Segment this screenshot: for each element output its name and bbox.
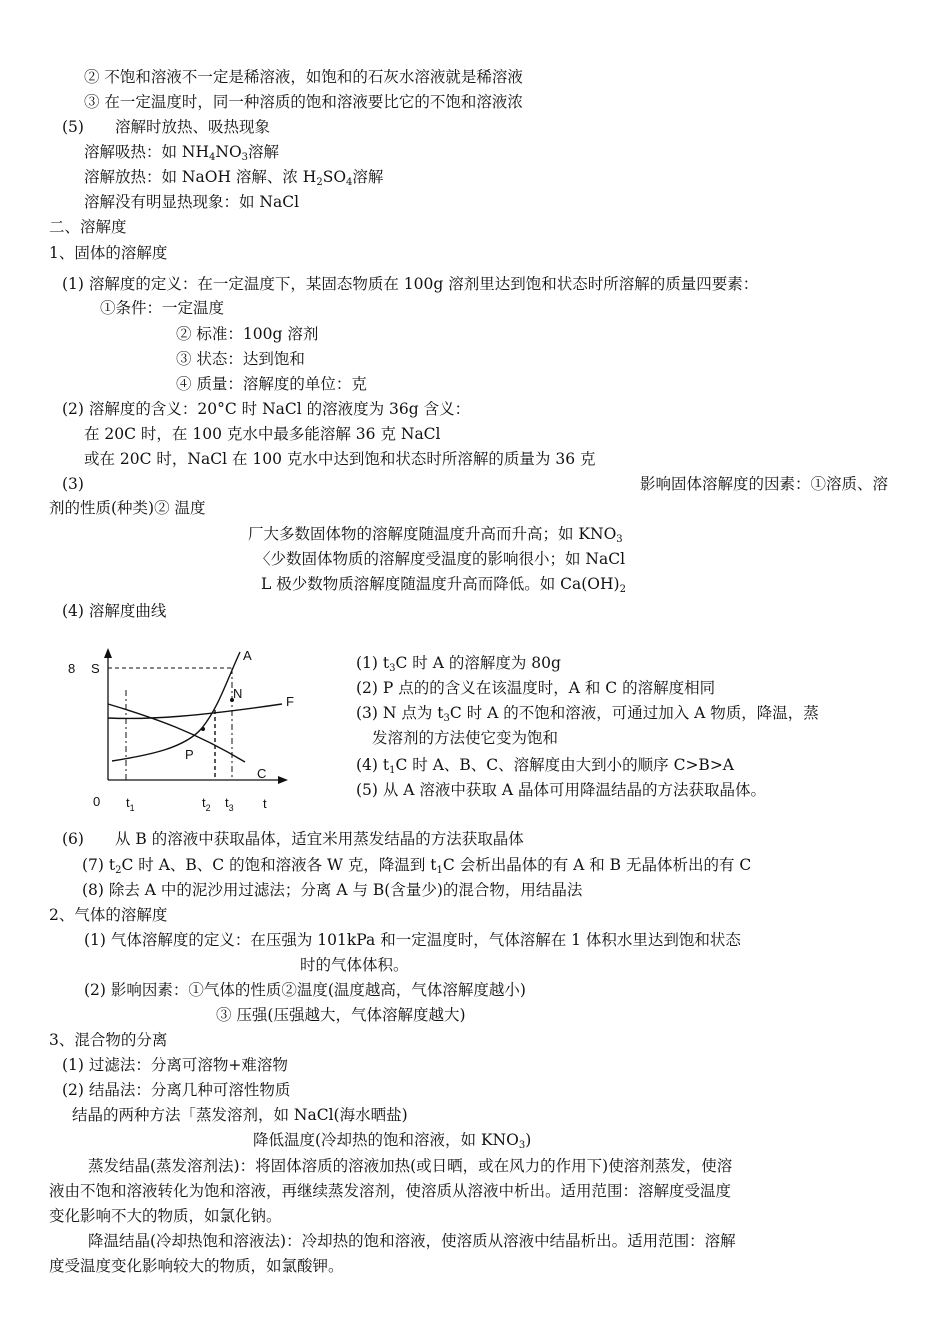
- curve-c-label: C: [257, 766, 267, 781]
- text-line: (2) 溶解度的含义：20°C 时 NaCl 的溶液度为 36g 含义：: [62, 400, 471, 418]
- text-line: (7) $t_2C$ 时 A、B、C 的饱和溶液各 W 克，降温到 $t_1C$ 会析出晶体的有 A 和 B 无晶体析出的有 C: [82, 856, 752, 876]
- text-line: 在 20C 时，在 100 克水中最多能溶解 36 克 NaCl: [84, 425, 441, 443]
- section-heading: 1、固体的溶解度: [49, 244, 168, 262]
- text-line: (1) 过滤法：分离可溶物+难溶物: [62, 1056, 288, 1074]
- y-axis-label: S: [91, 661, 100, 676]
- text-line: 结晶的两种方法「蒸发溶剂，如 NaCl(海水晒盐): [72, 1106, 408, 1124]
- text-line: 液由不饱和溶液转化为饱和溶液，再继续蒸发溶剂，使溶质从溶液中析出。适用范围：溶解度受温度: [49, 1182, 732, 1200]
- tick-label-t2: $t_2$: [202, 795, 211, 813]
- text-line: (4) 溶解度曲线: [62, 602, 167, 620]
- x-axis-arrow: [278, 776, 288, 784]
- section-heading: 二、溶解度: [49, 218, 127, 236]
- text-line: 溶解放热：如 NaOH 溶解、浓 $H_2SO_4$溶解: [84, 168, 384, 188]
- section-heading: 3、混合物的分离: [49, 1031, 168, 1049]
- text-line: 降低温度(冷却热的饱和溶液，如 $KNO_3$): [253, 1131, 532, 1151]
- tick-label-t3: $t_3$: [225, 795, 234, 813]
- curve-b: [108, 704, 282, 718]
- y-axis-arrow: [104, 648, 112, 658]
- graph-note: (3) N 点为 $t_3C$ 时 A 的不饱和溶液，可通过加入 A 物质，降温，蒸: [356, 704, 819, 724]
- tick-label-t1: $t_1$: [126, 795, 135, 813]
- text-line: (8) 除去 A 中的泥沙用过滤法；分离 A 与 B(含量少)的混合物，用结晶法: [82, 881, 583, 899]
- text-line: (1) 溶解度的定义：在一定温度下，某固态物质在 100g 溶剂里达到饱和状态时所溶解的质量四要素：: [62, 275, 759, 293]
- text-line: 变化影响不大的物质，如氯化钠。: [49, 1207, 282, 1225]
- curve-a-label: A: [243, 648, 252, 663]
- point-n-label: N: [233, 686, 243, 701]
- text-line: ② 不饱和溶液不一定是稀溶液，如饱和的石灰水溶液就是稀溶液: [84, 68, 523, 86]
- text-line: ③ 状态：达到饱和: [176, 350, 305, 368]
- text-line: 〈少数固体物质的溶解度受温度的影响很小；如 NaCl: [255, 550, 626, 568]
- text-line: 溶解没有明显热现象：如 NaCl: [84, 193, 300, 211]
- curve-c: [108, 704, 245, 762]
- graph-note: (4) $t_1C$ 时 A、B、C、溶解度由大到小的顺序 C>B>A: [356, 756, 735, 776]
- text-line: 降温结晶(冷却热饱和溶液法)：冷却热的饱和溶液，使溶质从溶液中结晶析出。适用范围：溶解: [88, 1232, 736, 1250]
- text-line: 度受温度变化影响较大的物质，如氯酸钾。: [49, 1257, 344, 1275]
- curve-b-label: F: [286, 694, 294, 709]
- text-line: (5) 溶解时放热、吸热现象: [62, 118, 270, 136]
- section-heading: 2、气体的溶解度: [49, 906, 168, 924]
- text-line: ③ 压强(压强越大，气体溶解度越大): [216, 1006, 466, 1024]
- point-p: [201, 727, 205, 731]
- text-line: (2) 影响因素：①气体的性质②温度(温度越高，气体溶解度越小): [84, 981, 526, 999]
- text-line: (1) 气体溶解度的定义：在压强为 101kPa 和一定温度时，气体溶解在 1 体积水里达到饱和状态: [84, 931, 741, 949]
- text-line: 或在 20C 时，NaCl 在 100 克水中达到饱和状态时所溶解的质量为 36 克: [84, 450, 596, 468]
- text-line: 时的气体体积。: [300, 956, 409, 974]
- origin-label: 0: [93, 794, 101, 809]
- text-line: ③ 在一定温度时，同一种溶质的饱和溶液要比它的不饱和溶液浓: [84, 93, 523, 111]
- text-line: 蒸发结晶(蒸发溶剂法)：将固体溶质的溶液加热(或日晒，或在风力的作用下)使溶剂蒸发，使溶: [88, 1157, 733, 1175]
- graph-note: (1) $t_3C$ 时 A 的溶解度为 80g: [356, 654, 561, 674]
- graph-note: (2) P 点的的含义在该温度时，A 和 C 的溶解度相同: [356, 679, 716, 697]
- text-line: ② 标准：100g 溶剂: [176, 325, 319, 343]
- text-line: 剂的性质(种类)② 温度: [49, 499, 206, 517]
- text-line: (3) 影响固体溶解度的因素：①溶质、溶: [62, 475, 888, 493]
- text-line: 溶解吸热：如 $NH_4NO_3$溶解: [84, 143, 280, 163]
- x-axis-label: t: [263, 796, 267, 811]
- text-line: ①条件：一定温度: [100, 299, 225, 317]
- solubility-curve-graph: [60, 640, 320, 816]
- text-line: (2) 结晶法：分离几种可溶性物质: [62, 1081, 291, 1099]
- point-p-label: P: [185, 747, 194, 762]
- graph-note: 发溶剂的方法使它变为饱和: [372, 729, 559, 747]
- text-line: ④ 质量：溶解度的单位：克: [176, 375, 367, 393]
- text-line: (6) 从 B 的溶液中获取晶体，适宜米用蒸发结晶的方法获取晶体: [62, 830, 524, 848]
- text-line: 厂大多数固体物的溶解度随温度升高而升高；如 $KNO_3$: [248, 525, 623, 545]
- y-axis-value-label: 8: [68, 661, 76, 676]
- text-line: L 极少数物质溶解度随温度升高而降低。如 $Ca(OH)_2$: [261, 575, 626, 595]
- graph-note: (5) 从 A 溶液中获取 A 晶体可用降温结晶的方法获取晶体。: [356, 781, 766, 799]
